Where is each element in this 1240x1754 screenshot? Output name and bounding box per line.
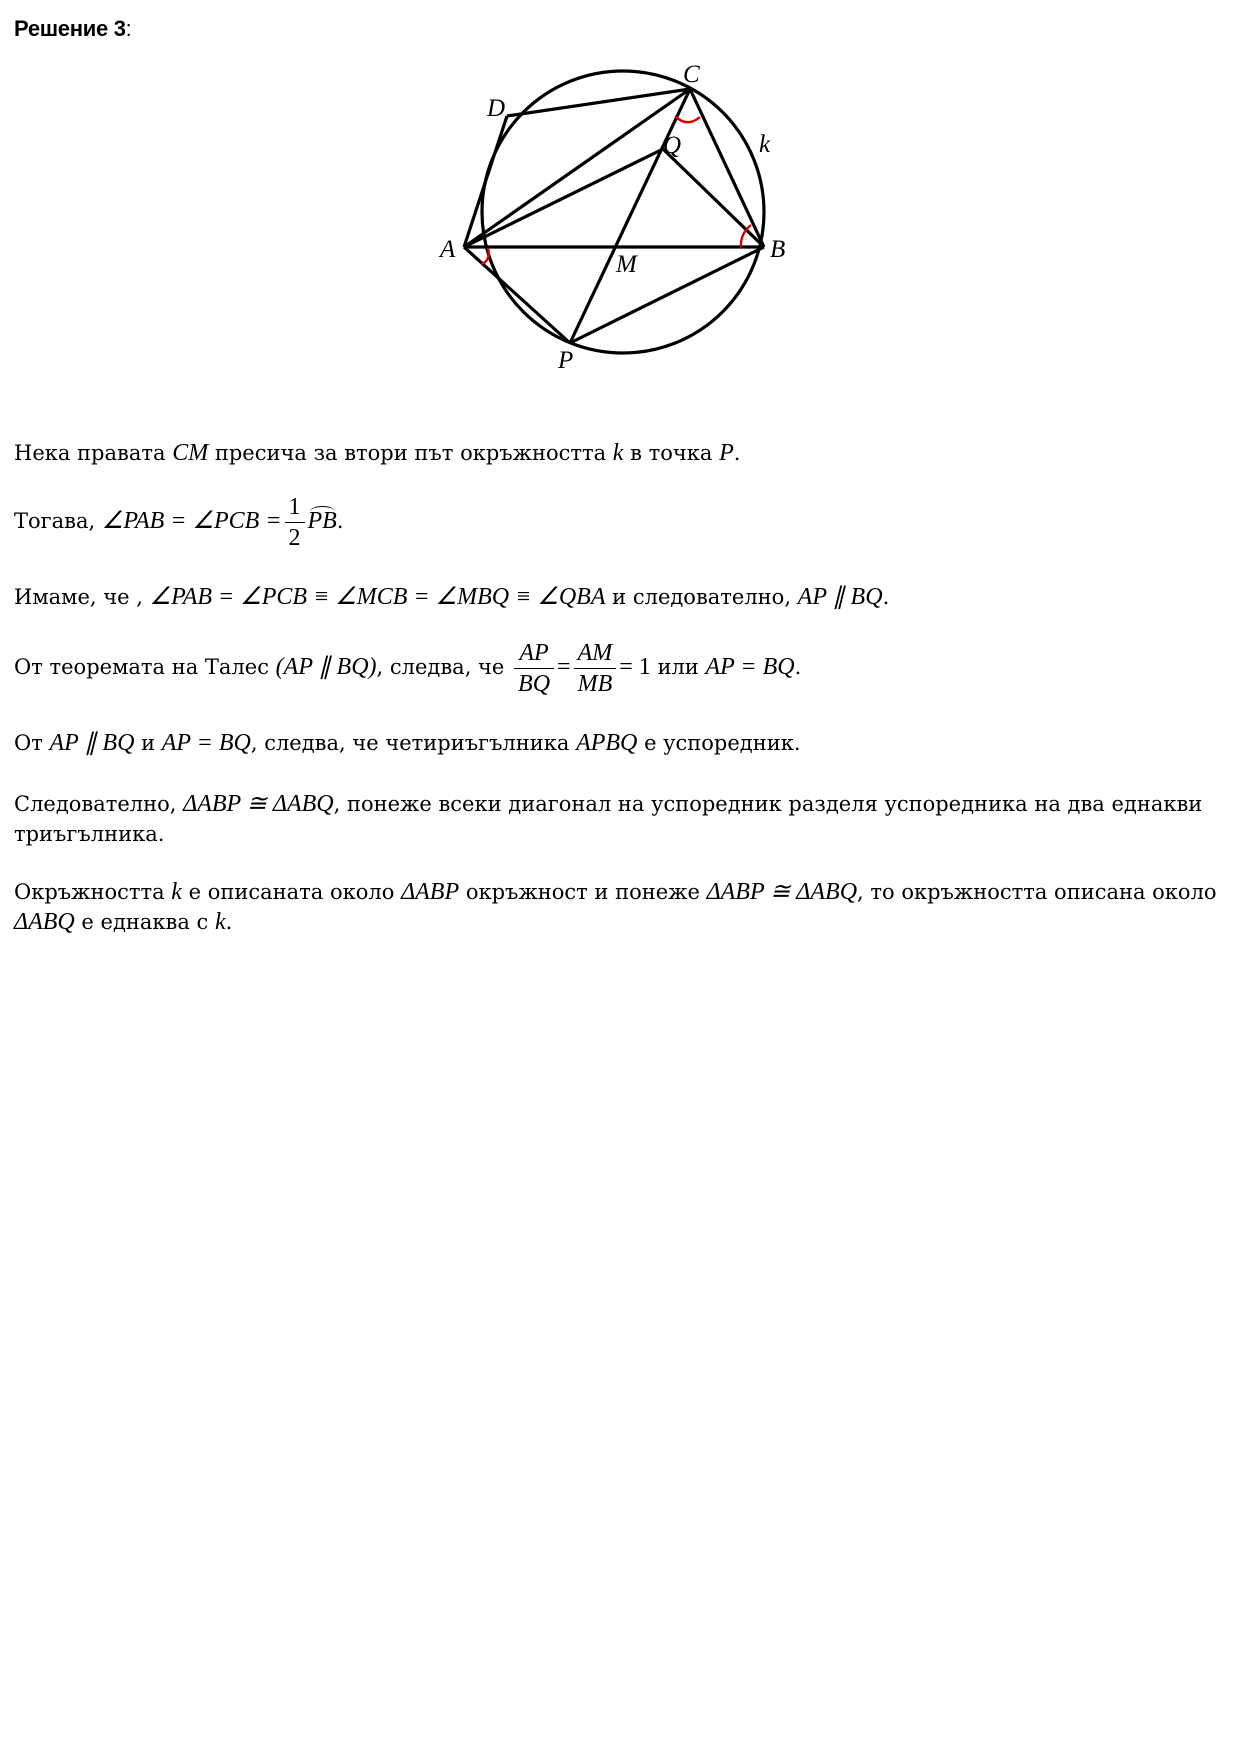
math: k	[612, 440, 624, 466]
label-A: A	[440, 236, 456, 263]
denominator: 2	[288, 525, 301, 551]
label-C: C	[683, 64, 700, 88]
text: .	[733, 441, 741, 465]
segment-PB	[570, 247, 764, 343]
fraction-one-half	[285, 492, 305, 553]
fraction-AM-MB	[574, 638, 617, 699]
math: = 1	[619, 654, 651, 680]
segment-AQ	[464, 149, 663, 247]
math: AP ∥ BQ	[797, 584, 883, 610]
paragraph-7	[14, 877, 1226, 937]
text: е успоредник.	[637, 731, 801, 755]
label-P: P	[558, 347, 574, 374]
text: е описаната около	[181, 880, 402, 904]
numerator: 1	[285, 492, 305, 523]
text: окръжност и понеже	[459, 880, 707, 904]
segment-AP	[464, 247, 570, 343]
solution-colon: :	[125, 16, 132, 41]
text: пресича за втори път окръжността	[208, 441, 613, 465]
text: .	[882, 585, 890, 609]
denominator: BQ	[518, 671, 551, 697]
numerator: AM	[574, 638, 617, 669]
text: .	[336, 509, 344, 533]
math: (AP ∥ BQ)	[275, 654, 377, 680]
text: От	[14, 731, 50, 755]
paragraph-2	[14, 492, 1226, 553]
text: и следователно,	[605, 585, 798, 609]
math: P	[719, 440, 734, 466]
fraction-AP-BQ	[514, 638, 554, 699]
arc-PB: PB	[307, 508, 337, 534]
math: ΔABQ	[14, 909, 75, 935]
solution-title: Решение 3	[14, 16, 126, 41]
solution-heading	[14, 16, 131, 42]
math: CM	[172, 440, 209, 466]
math: k	[171, 879, 182, 905]
math: ΔABP	[401, 879, 460, 905]
text: .	[794, 655, 802, 679]
label-Q: Q	[663, 132, 682, 159]
angle-mark-C	[675, 116, 700, 122]
label-D: D	[487, 95, 506, 122]
text: От теоремата на Талес	[14, 655, 276, 679]
math: APBQ	[576, 730, 638, 756]
text: Нека правата	[14, 441, 173, 465]
paragraph-1	[14, 438, 1226, 468]
text: , то окръжността описана около	[857, 880, 1217, 904]
paragraph-3	[14, 582, 1226, 612]
segment-CP	[570, 89, 690, 343]
math: AP = BQ	[161, 730, 251, 756]
label-k: k	[759, 131, 771, 158]
text: Окръжността	[14, 880, 172, 904]
text: .	[225, 910, 233, 934]
math: AP ∥ BQ	[49, 730, 135, 756]
segment-BC	[690, 89, 764, 247]
geometry-figure	[430, 64, 810, 414]
text: в точка	[623, 441, 720, 465]
text: , понеже всеки диагонал на успоредник разделя успоредника на два еднакви триъгълника.	[14, 792, 1203, 846]
math: ΔABP ≅ ΔABQ	[706, 879, 858, 905]
text: , следва, че четириъгълника	[250, 731, 577, 755]
math: k	[214, 909, 226, 935]
math: ∠PAB = ∠PCB =	[101, 508, 282, 534]
text: Имаме, че ,	[14, 585, 150, 609]
paragraph-5	[14, 728, 1226, 758]
label-M: M	[616, 251, 637, 278]
text: Следователно,	[14, 792, 184, 816]
text: и	[134, 731, 162, 755]
text: Тогава,	[14, 509, 102, 533]
math: AP = BQ	[705, 654, 795, 680]
math: ΔABP ≅ ΔABQ	[183, 791, 334, 817]
label-B: B	[770, 236, 786, 263]
numerator: AP	[514, 638, 554, 669]
denominator: MB	[577, 671, 613, 697]
paragraph-4	[14, 638, 1226, 699]
math: =	[557, 654, 571, 680]
text: е еднаква с	[74, 910, 215, 934]
text: , следва, че	[376, 655, 512, 679]
text: или	[650, 655, 706, 679]
math: ∠PAB = ∠PCB ≡ ∠MCB = ∠MBQ ≡ ∠QBA	[149, 584, 606, 610]
angle-mark-B	[741, 225, 751, 247]
paragraph-6	[14, 789, 1226, 849]
segment-QB	[663, 149, 764, 247]
